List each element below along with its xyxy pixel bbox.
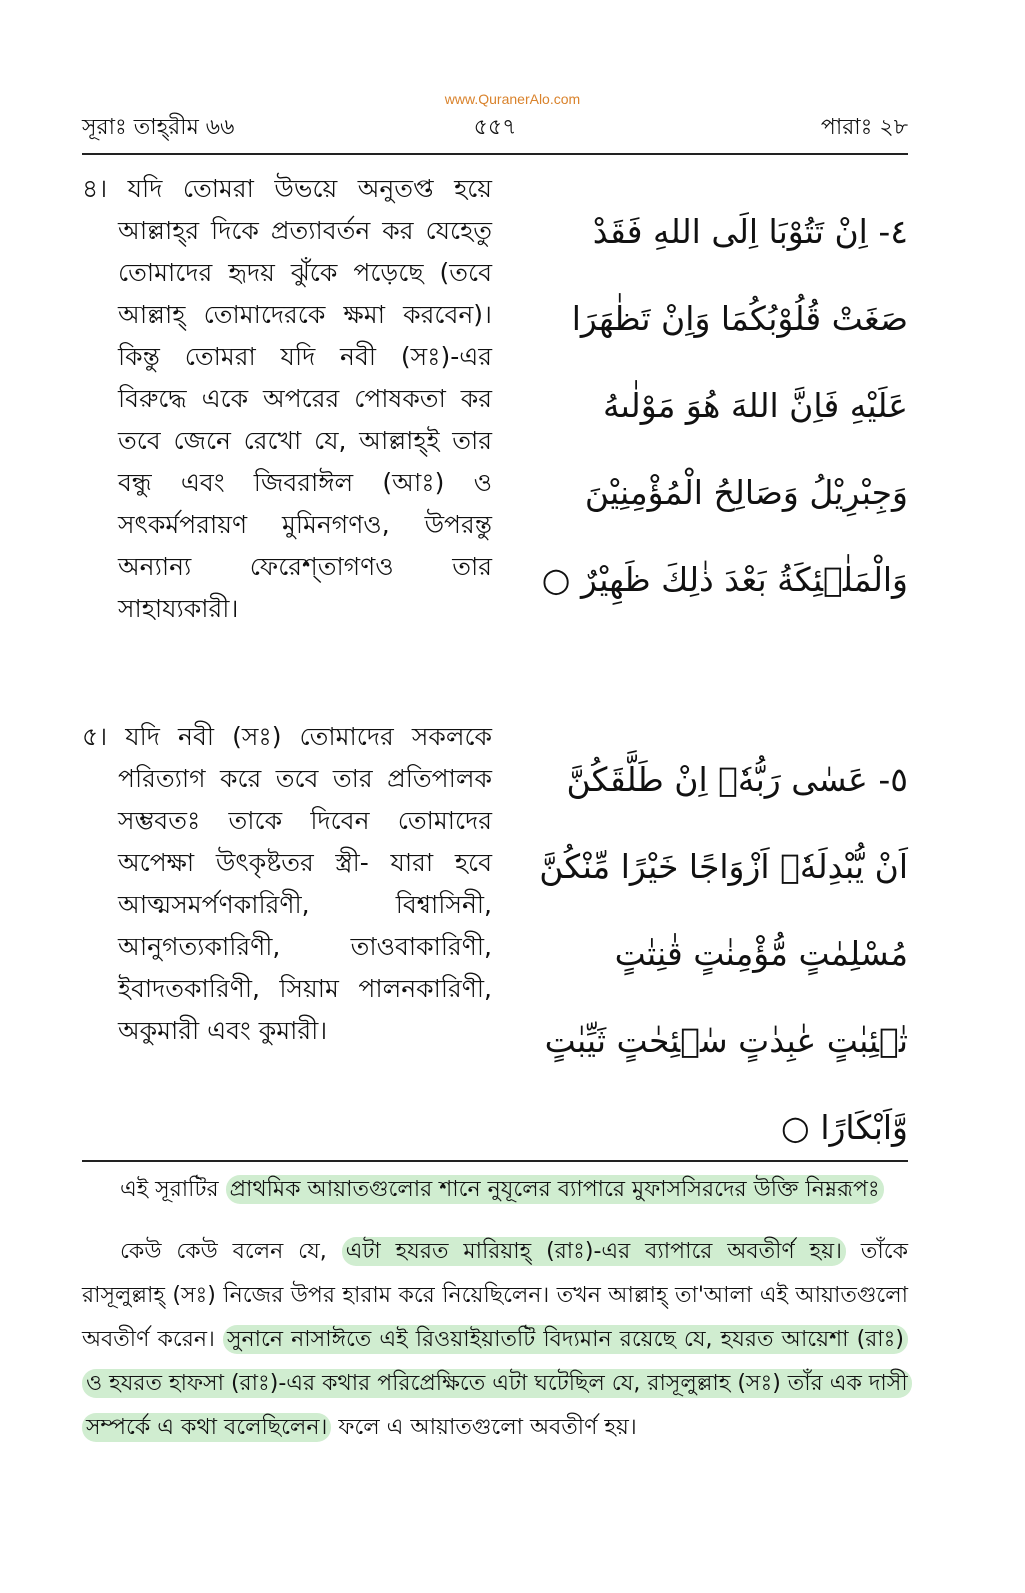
commentary-divider	[82, 1160, 908, 1162]
highlighted-text: প্রাথমিক আয়াতগুলোর শানে নুযূলের ব্যাপারে মুফাসসিরদের উক্তি নিম্নরূপঃ	[226, 1175, 884, 1204]
commentary-text: এই সূরাটির	[120, 1177, 226, 1202]
surah-title: সূরাঃ তাহ্‌রীম ৬৬	[82, 115, 235, 140]
commentary-section	[82, 1168, 908, 1468]
commentary-paragraph-2	[82, 1230, 908, 1450]
commentary-paragraph-1	[82, 1168, 908, 1212]
page-header	[82, 110, 908, 142]
verse-5-bangla: ৫। যদি নবী (সঃ) তোমাদের সকলকে পরিত্যাগ করে তবে তার প্রতিপালক সম্ভবতঃ তাকে দিবেন তোমাদের অপেক্ষা উৎকৃষ্টতর স্ত্রী- যারা হবে আত্মসমর্পণকারিণী, বিশ্বাসিনী, আনুগত্যকারিণী, তাওবাকারিণী, ইবাদতকারিণী, সিয়াম পালনকারিণী, অকুমারী এবং কুমারী।	[82, 722, 492, 1045]
verse-4-arabic: ٤- اِنْ تَتُوْبَا اِلَى اللهِ فَقَدْ صَغَتْ قُلُوْبُكُمَا وَاِنْ تَظٰهَرَا عَلَيْهِ فَاِنَّ اللهَ هُوَ مَوْلٰىهُ وَجِبْرِيْلُ وَصَالِحُ الْمُؤْمِنِيْنَ وَالْمَلٰۤئِكَةُ بَعْدَ ذٰلِكَ ظَهِيْرٌ ○	[541, 212, 908, 599]
commentary-text: কেউ কেউ বলেন যে,	[120, 1239, 342, 1264]
commentary-text: ফলে এ আয়াতগুলো অবতীর্ণ হয়।	[331, 1415, 637, 1440]
highlighted-text: এটা হযরত মারিয়াহ্‌ (রাঃ)-এর ব্যাপারে অবতীর্ণ হয়।	[342, 1237, 846, 1266]
header-divider	[82, 153, 908, 155]
page-number: ৫৫৭	[473, 115, 517, 140]
verse-4-bangla: ৪। যদি তোমরা উভয়ে অনুতপ্ত হয়ে আল্লাহ্‌র দিকে প্রত্যাবর্তন কর যেহেতু তোমাদের হৃদয় ঝুঁকে পড়েছে (তবে আল্লাহ্‌ তোমাদেরকে ক্ষমা করবেন)। কিন্তু তোমরা যদি নবী (সঃ)-এর বিরুদ্ধে একে অপরের পোষকতা কর তবে জেনে রেখো যে, আল্লাহ্‌ই তার বন্ধু এবং জিবরাঈল (আঃ) ও সৎকর্মপরায়ণ মুমিনগণও, উপরন্তু অন্যান্য ফেরেশ্‌তাগণও তার সাহায্যকারী।	[82, 174, 492, 623]
website-watermark: www.QuranerAlo.com	[444, 91, 581, 107]
highlighted-text: সুনানে নাসাঈতে এই রিওয়াইয়াতটি বিদ্যমান রয়েছে যে, হযরত আয়েশা (রাঃ) ও হযরত হাফসা (রাঃ)-এর কথার পরিপ্রেক্ষিতে এটা ঘটেছিল যে, রাসূলুল্লাহ (সঃ) তাঁর এক দাসী সম্পর্কে এ কথা বলেছিলেন।	[82, 1325, 912, 1442]
verse-5-arabic: ٥- عَسٰى رَبُّهٗۤ اِنْ طَلَّقَكُنَّ اَنْ يُّبْدِلَهٗۤ اَزْوَاجًا خَيْرًا مِّنْكُنَّ مُسْلِمٰتٍ مُّؤْمِنٰتٍ قٰنِتٰتٍ تٰۤئِبٰتٍ عٰبِدٰتٍ سٰۤئِحٰتٍ ثَيِّبٰتٍ وَّاَبْكَارًا ○	[539, 760, 908, 1147]
commentary-text: তাঁকে রাসূলুল্লাহ্‌ (সঃ) নিজের উপর হারাম করে নিয়েছিলেন। তখন আল্লাহ্‌ তা'আলা এই আয়াতগুলো অবতীর্ণ করেন।	[82, 1239, 908, 1352]
para-label: পারাঃ ২৮	[820, 115, 908, 140]
